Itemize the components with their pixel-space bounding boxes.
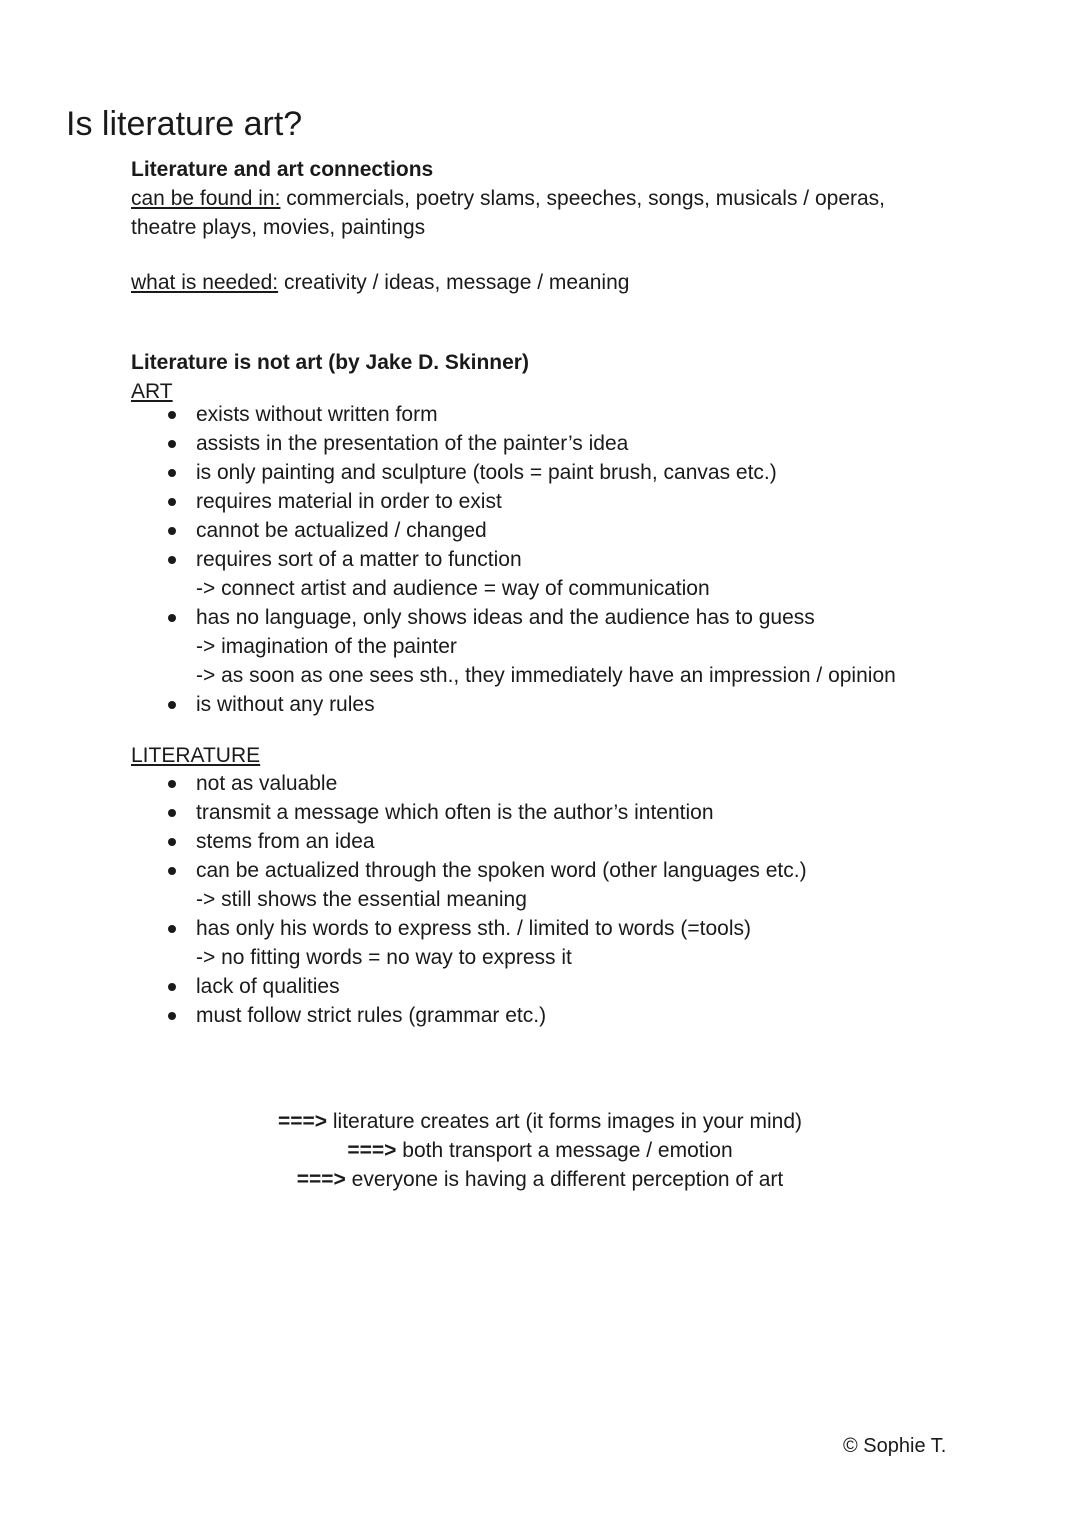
bullet-icon — [168, 780, 176, 788]
connections-heading: Literature and art connections — [131, 158, 434, 181]
list-item: can be actualized through the spoken word (other languages etc.) — [131, 856, 807, 885]
bullet-icon — [168, 867, 176, 875]
bullet-icon — [168, 440, 176, 448]
skinner-heading: Literature is not art (by Jake D. Skinner) — [131, 351, 529, 374]
list-item: assists in the presentation of the painter’s idea — [131, 429, 896, 458]
list-item: requires sort of a matter to function — [131, 545, 896, 574]
conclusion — [0, 1107, 1080, 1194]
arrow-icon: ===> — [347, 1139, 397, 1162]
found-in-text: commercials, poetry slams, speeches, songs, musicals / operas, — [280, 187, 886, 210]
conclusion-line: ===> everyone is having a different perception of art — [296, 1168, 784, 1191]
bullet-icon — [168, 527, 176, 535]
found-in-label: can be found in: — [131, 187, 281, 210]
bullet-icon — [168, 1012, 176, 1020]
skinner-section — [131, 348, 529, 406]
page-title: Is literature art? — [66, 105, 303, 143]
list-subitem: -> as soon as one sees sth., they immediately have an impression / opinion — [196, 664, 896, 687]
list-subitem: -> still shows the essential meaning — [196, 888, 527, 911]
arrow-icon: ===> — [277, 1110, 328, 1133]
list-item: stems from an idea — [131, 827, 807, 856]
literature-list — [131, 769, 807, 1030]
bullet-icon — [168, 614, 176, 622]
conclusion-line: ===> both transport a message / emotion — [347, 1139, 733, 1162]
list-item: is without any rules — [131, 690, 896, 719]
literature-section — [131, 741, 260, 770]
bullet-icon — [168, 701, 176, 709]
list-subitem: -> connect artist and audience = way of communication — [196, 577, 710, 600]
list-item: cannot be actualized / changed — [131, 516, 896, 545]
arrow-icon: ===> — [296, 1168, 346, 1191]
needed-label: what is needed: — [131, 271, 279, 294]
needed-section — [131, 268, 629, 297]
copyright: © Sophie T. — [843, 1435, 947, 1457]
art-label: ART — [131, 380, 173, 403]
bullet-icon — [168, 983, 176, 991]
found-in-line — [131, 184, 885, 213]
list-item: must follow strict rules (grammar etc.) — [131, 1001, 807, 1030]
list-item: lack of qualities — [131, 972, 807, 1001]
list-item: has only his words to express sth. / limited to words (=tools) — [131, 914, 807, 943]
list-item: exists without written form — [131, 400, 896, 429]
conclusion-line: ===> literature creates art (it forms images in your mind) — [277, 1110, 803, 1133]
bullet-icon — [168, 925, 176, 933]
literature-label: LITERATURE — [131, 744, 261, 767]
list-subitem: -> imagination of the painter — [196, 635, 457, 658]
needed-line — [131, 268, 629, 297]
bullet-icon — [168, 411, 176, 419]
bullet-icon — [168, 469, 176, 477]
bullet-icon — [168, 809, 176, 817]
list-item: has no language, only shows ideas and the audience has to guess — [131, 603, 896, 632]
bullet-icon — [168, 838, 176, 846]
list-item: not as valuable — [131, 769, 807, 798]
list-item: requires material in order to exist — [131, 487, 896, 516]
bullet-icon — [168, 556, 176, 564]
connections-section — [131, 155, 885, 242]
list-subitem: -> no fitting words = no way to express it — [196, 946, 572, 969]
bullet-icon — [168, 498, 176, 506]
list-item: is only painting and sculpture (tools = paint brush, canvas etc.) — [131, 458, 896, 487]
found-in-line-2: theatre plays, movies, paintings — [131, 216, 426, 239]
needed-text: creativity / ideas, message / meaning — [278, 271, 630, 294]
art-list — [131, 400, 896, 719]
list-item: transmit a message which often is the author’s intention — [131, 798, 807, 827]
